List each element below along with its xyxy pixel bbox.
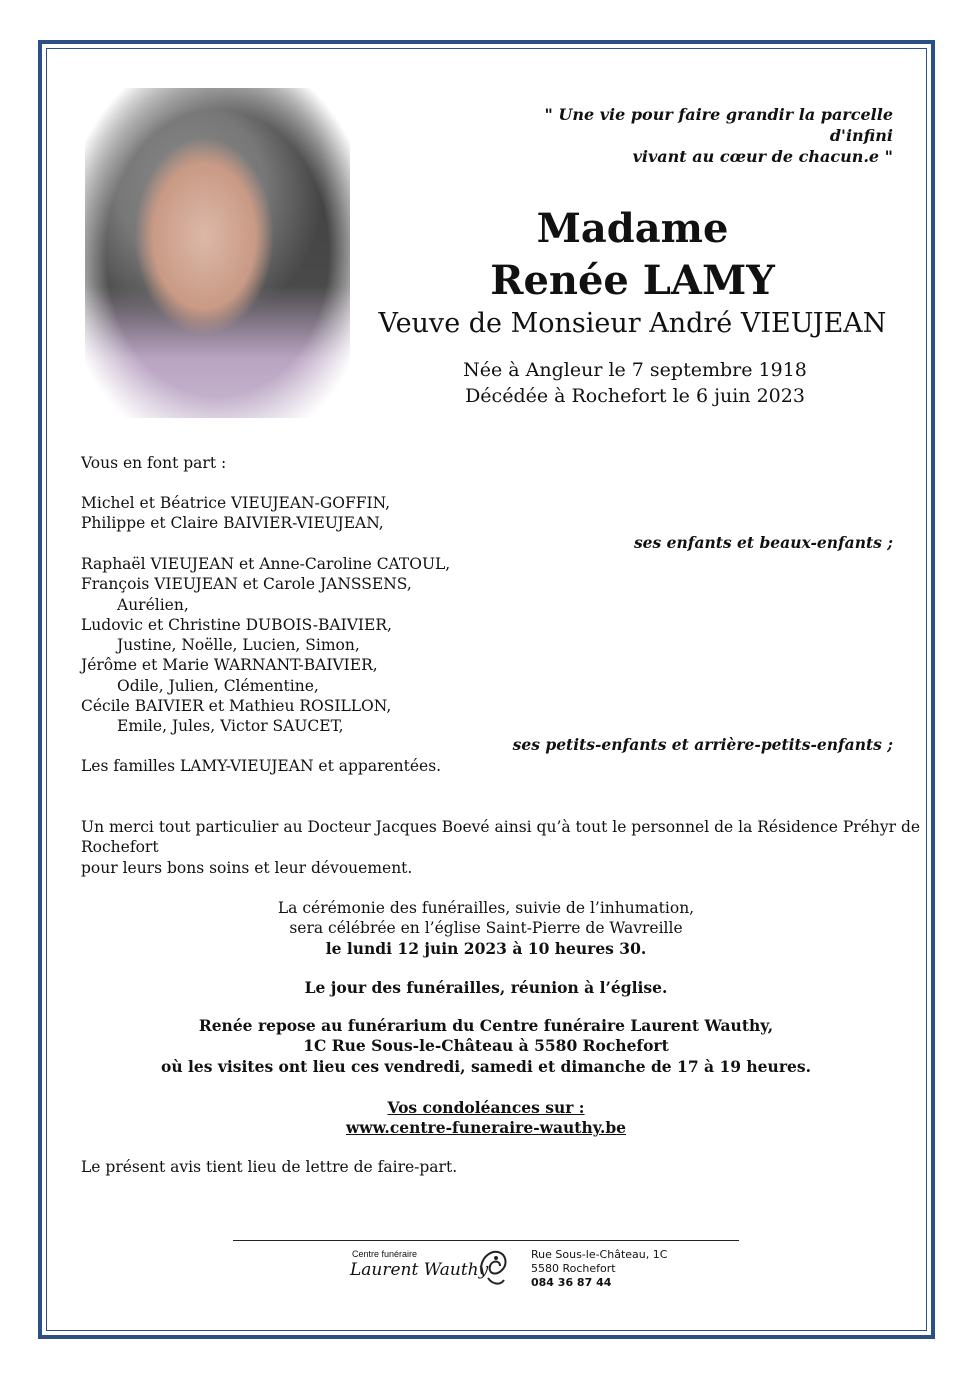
children-label: ses enfants et beaux-enfants ; — [633, 533, 893, 552]
thanks-paragraph — [81, 817, 971, 878]
announce-line: Vous en font part : — [81, 454, 227, 472]
ceremony-line-1: La cérémonie des funérailles, suivie de l’inhumation, — [277, 899, 695, 917]
meeting-line: Le jour des funérailles, réunion à l’église. — [304, 978, 668, 997]
list-item: Justine, Noëlle, Lucien, Simon, — [117, 636, 360, 655]
thanks-line-1: Un merci tout particulier au Docteur Jacques Boevé ainsi qu’à tout le personnel de la Résidence Préhyr de Rochefort — [81, 818, 921, 857]
list-item: Aurélien, — [117, 595, 189, 614]
families-line: Les familles LAMY-VIEUJEAN et apparentées. — [81, 757, 442, 775]
grandchildren-label: ses petits-enfants et arrière-petits-enfants ; — [512, 735, 893, 754]
ceremony-block — [81, 898, 891, 959]
closing-line: Le présent avis tient lieu de lettre de faire-part. — [81, 1158, 458, 1176]
portrait-photo — [85, 88, 350, 418]
condolences-label: Vos condoléances sur : — [387, 1098, 585, 1117]
address-line-1: Rue Sous-le-Château, 1C — [531, 1248, 668, 1261]
footer-divider — [233, 1240, 739, 1241]
rest-block — [81, 1016, 891, 1077]
honorific: Madame — [536, 205, 729, 252]
list-item: Cécile BAIVIER et Mathieu ROSILLON, — [81, 697, 392, 716]
footer-address — [531, 1248, 667, 1290]
list-item: François VIEUJEAN et Carole JANSSENS, — [81, 575, 412, 594]
widow-line: Veuve de Monsieur André VIEUJEAN — [378, 308, 887, 339]
list-item: Raphaël VIEUJEAN et Anne-Caroline CATOUL, — [81, 555, 451, 573]
logo-name: Laurent Wauthy — [350, 1260, 489, 1280]
grandchildren-list — [81, 554, 450, 737]
list-item: Ludovic et Christine DUBOIS-BAIVIER, — [81, 615, 392, 634]
quote-line-1: " Une vie pour faire grandir la parcelle d'infini — [544, 105, 893, 145]
list-item: Jérôme et Marie WARNANT-BAIVIER, — [81, 656, 378, 675]
condolences-block — [81, 1098, 891, 1139]
rest-line-2: 1C Rue Sous-le-Château à 5580 Rochefort — [303, 1036, 669, 1056]
quote-line-2: vivant au cœur de chacun.e " — [632, 147, 893, 166]
life-dates — [450, 357, 820, 409]
rest-line-3: où les visites ont lieu ces vendredi, samedi et dimanche de 17 à 19 heures. — [161, 1056, 811, 1076]
ceremony-line-2: sera célébrée en l’église Saint-Pierre de Wavreille — [289, 919, 683, 938]
birth-line: Née à Angleur le 7 septembre 1918 — [463, 359, 807, 381]
phone-number: 084 36 87 44 — [531, 1276, 612, 1289]
death-line: Décédée à Rochefort le 6 juin 2023 — [465, 385, 805, 407]
ceremony-date: le lundi 12 juin 2023 à 10 heures 30. — [325, 938, 647, 958]
logo-caption: Centre funéraire — [352, 1249, 418, 1259]
list-item: Emile, Jules, Victor SAUCET, — [117, 717, 344, 736]
rest-line-1: Renée repose au funérarium du Centre funéraire Laurent Wauthy, — [198, 1016, 774, 1035]
list-item: Odile, Julien, Clémentine, — [117, 676, 319, 695]
funeral-logo-icon — [474, 1244, 514, 1288]
condolences-link[interactable]: www.centre-funeraire-wauthy.be — [345, 1118, 627, 1138]
epigraph-quote — [493, 104, 893, 167]
thanks-line-2: pour leurs bons soins et leur dévouement. — [81, 858, 413, 877]
list-item: Philippe et Claire BAIVIER-VIEUJEAN, — [81, 514, 384, 533]
deceased-name: Renée LAMY — [490, 257, 775, 304]
list-item: Michel et Béatrice VIEUJEAN-GOFFIN, — [81, 494, 391, 512]
children-list — [81, 493, 390, 534]
address-line-2: 5580 Rochefort — [531, 1262, 616, 1275]
